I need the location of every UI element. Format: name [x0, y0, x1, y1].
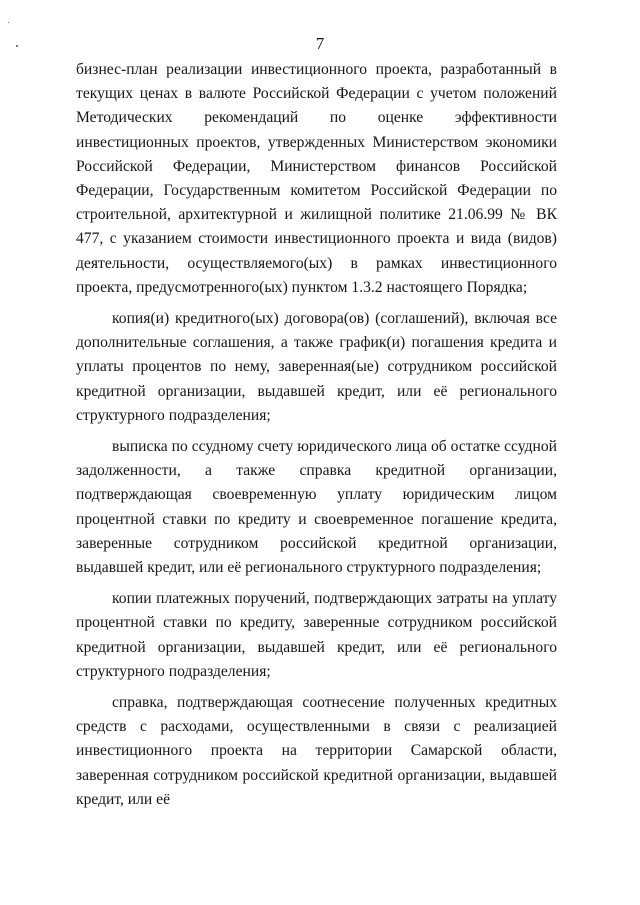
- page-number: 7: [315, 34, 325, 53]
- document-body: [76, 58, 557, 819]
- paragraph-funds-allocation-certificate: справка, подтверждающая соотнесение полученных кредитных средств с расходами, осуществленными в связи с реализацией инвестиционного проекта на территории Самарской области, заверенная сотрудником российской кредитной организации, выдавшей кредит, или её: [76, 694, 557, 808]
- scan-speck: [8, 22, 9, 23]
- paragraph-credit-agreement-copy: копия(и) кредитного(ых) договора(ов) (соглашений), включая все дополнительные соглашения, а также график(и) погашения кредита и уплаты процентов по нему, заверенная(ые) сотрудником российской кредитной организации, выдавшей кредит, или её регионального структурного подразделения;: [76, 310, 557, 424]
- paragraph-payment-orders: копии платежных поручений, подтверждающих затраты на уплату процентной ставки по кредиту, заверенные сотрудником российской кредитной организации, выдавшей кредит, или её регионального структурного подразделения;: [76, 590, 557, 680]
- paragraph-loan-account-statement: выписка по ссудному счету юридического лица об остатке ссудной задолженности, а также справка кредитной организации, подтверждающая своевременную уплату юридическим лицом процентной ставки по кредиту и своевременное погашение кредита, заверенные сотрудником российской кредитной организации, выдавшей кредит, или её регионального структурного подразделения;: [76, 438, 557, 577]
- paragraph-business-plan: бизнес-план реализации инвестиционного проекта, разработанный в текущих ценах в валюте Российской Федерации с учетом положений Методических рекомендаций по оценке эффективности инвестиционных проектов, утвержденных Министерством экономики Российской Федерации, Министерством финансов Российской Федерации, Государственным комитетом Российской Федерации по строительной, архитектурной и жилищной политике 21.06.99 № ВК 477, с указанием стоимости инвестиционного проекта и вида (видов) деятельности, осуществляемого(ых) в рамках инвестиционного проекта, предусмотренного(ых) пунктом 1.3.2 настоящего Порядка;: [76, 61, 557, 296]
